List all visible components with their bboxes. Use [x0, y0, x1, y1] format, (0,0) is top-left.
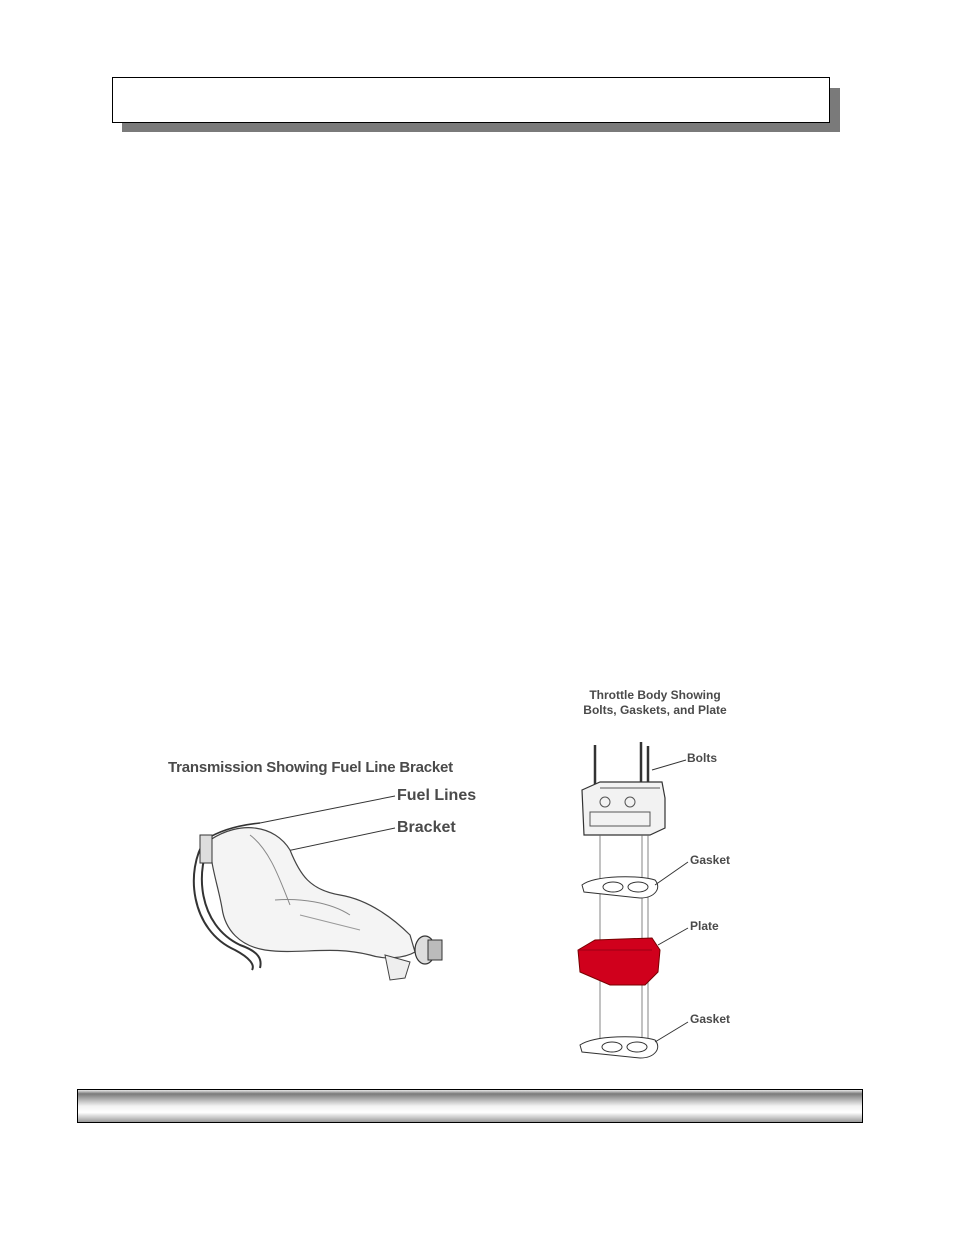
- page-title-box: [112, 77, 830, 123]
- plate-label: Plate: [690, 919, 719, 933]
- throttle-caption: [560, 688, 750, 718]
- footer-bar: [77, 1089, 863, 1123]
- throttle-body-illustration: [570, 740, 695, 1065]
- plate-part: [578, 938, 660, 985]
- throttle-caption-line1: Throttle Body Showing: [589, 688, 721, 702]
- gasket-top-label: Gasket: [690, 853, 731, 867]
- transmission-caption: Transmission Showing Fuel Line Bracket: [168, 759, 453, 776]
- throttle-caption-line2: Bolts, Gaskets, and Plate: [583, 703, 727, 717]
- fuel-lines-label: Fuel Lines: [397, 787, 477, 804]
- gasket-bottom-label: Gasket: [690, 1012, 731, 1026]
- bolts-label: Bolts: [687, 751, 717, 765]
- bracket-label: Bracket: [397, 819, 456, 836]
- transmission-illustration: [180, 780, 460, 990]
